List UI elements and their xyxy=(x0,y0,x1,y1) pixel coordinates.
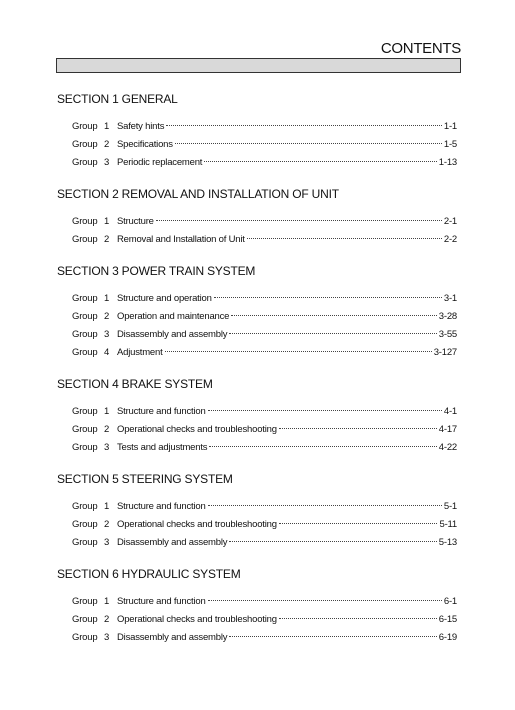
group-number: 2 xyxy=(104,139,110,150)
entry-page-number: 2-1 xyxy=(443,216,457,227)
dot-leader xyxy=(229,541,436,542)
title-bar xyxy=(56,58,461,73)
toc-entry[interactable] xyxy=(57,290,457,308)
toc-entry[interactable] xyxy=(57,593,457,611)
toc-section xyxy=(57,471,457,552)
dot-leader xyxy=(214,297,442,298)
toc-entry[interactable] xyxy=(57,344,457,362)
group-number: 1 xyxy=(104,501,110,512)
toc-section xyxy=(57,91,457,172)
entry-page-number: 3-1 xyxy=(443,293,457,304)
entry-title: Structure and function xyxy=(117,501,206,512)
section-title: SECTION 4 BRAKE SYSTEM xyxy=(57,377,213,391)
toc-entry[interactable] xyxy=(57,118,457,136)
entry-title: Safety hints xyxy=(117,121,165,132)
entry-page-number: 6-15 xyxy=(438,614,457,625)
dot-leader xyxy=(208,410,442,411)
group-number: 3 xyxy=(104,329,110,340)
section-title: SECTION 3 POWER TRAIN SYSTEM xyxy=(57,264,256,278)
group-number: 1 xyxy=(104,596,110,607)
toc-entry[interactable] xyxy=(57,498,457,516)
group-label: Group xyxy=(72,311,98,322)
entry-page-number: 6-1 xyxy=(443,596,457,607)
group-number: 2 xyxy=(104,519,110,530)
entry-title: Operational checks and troubleshooting xyxy=(117,519,277,530)
entry-title: Disassembly and assembly xyxy=(117,329,228,340)
dot-leader xyxy=(156,220,442,221)
entry-title: Tests and adjustments xyxy=(117,442,208,453)
entry-title: Operational checks and troubleshooting xyxy=(117,614,277,625)
group-number: 1 xyxy=(104,121,110,132)
section-title: SECTION 2 REMOVAL AND INSTALLATION OF UNIT xyxy=(57,187,339,201)
entry-title: Disassembly and assembly xyxy=(117,632,228,643)
group-label: Group xyxy=(72,293,98,304)
page-title: CONTENTS xyxy=(380,40,461,57)
toc-entry[interactable] xyxy=(57,439,457,457)
toc-section xyxy=(57,376,457,457)
dot-leader xyxy=(279,618,437,619)
section-title: SECTION 1 GENERAL xyxy=(57,92,178,106)
entry-title: Removal and Installation of Unit xyxy=(117,234,245,245)
entry-page-number: 1-13 xyxy=(438,157,457,168)
group-label: Group xyxy=(72,501,98,512)
group-number: 1 xyxy=(104,406,110,417)
group-number: 2 xyxy=(104,424,110,435)
group-number: 3 xyxy=(104,632,110,643)
section-title: SECTION 6 HYDRAULIC SYSTEM xyxy=(57,567,241,581)
entry-title: Specifications xyxy=(117,139,173,150)
group-label: Group xyxy=(72,614,98,625)
toc-entry[interactable] xyxy=(57,421,457,439)
group-label: Group xyxy=(72,329,98,340)
group-label: Group xyxy=(72,139,98,150)
toc-entry[interactable] xyxy=(57,231,457,249)
toc-section xyxy=(57,263,457,362)
dot-leader xyxy=(209,446,436,447)
group-number: 3 xyxy=(104,157,110,168)
entry-title: Structure and operation xyxy=(117,293,212,304)
toc-entry[interactable] xyxy=(57,213,457,231)
entry-page-number: 3-127 xyxy=(433,347,457,358)
entry-title: Disassembly and assembly xyxy=(117,537,228,548)
group-label: Group xyxy=(72,157,98,168)
group-number: 3 xyxy=(104,537,110,548)
toc-section xyxy=(57,566,457,647)
group-label: Group xyxy=(72,596,98,607)
toc-entry[interactable] xyxy=(57,516,457,534)
dot-leader xyxy=(247,238,442,239)
entry-title: Structure and function xyxy=(117,596,206,607)
toc-entry[interactable] xyxy=(57,629,457,647)
entry-title: Operation and maintenance xyxy=(117,311,230,322)
toc-entry[interactable] xyxy=(57,136,457,154)
entry-page-number: 2-2 xyxy=(443,234,457,245)
entry-page-number: 3-28 xyxy=(438,311,457,322)
toc-section xyxy=(57,186,457,249)
dot-leader xyxy=(208,505,442,506)
group-label: Group xyxy=(72,632,98,643)
dot-leader xyxy=(229,333,436,334)
entry-title: Operational checks and troubleshooting xyxy=(117,424,277,435)
entry-page-number: 5-13 xyxy=(438,537,457,548)
group-label: Group xyxy=(72,519,98,530)
group-number: 2 xyxy=(104,234,110,245)
entry-page-number: 4-1 xyxy=(443,406,457,417)
dot-leader xyxy=(229,636,436,637)
dot-leader xyxy=(231,315,437,316)
group-label: Group xyxy=(72,216,98,227)
table-of-contents xyxy=(57,91,457,661)
entry-page-number: 6-19 xyxy=(438,632,457,643)
entry-title: Structure xyxy=(117,216,154,227)
group-number: 4 xyxy=(104,347,110,358)
toc-entry[interactable] xyxy=(57,154,457,172)
entry-page-number: 5-1 xyxy=(443,501,457,512)
toc-entry[interactable] xyxy=(57,611,457,629)
group-label: Group xyxy=(72,537,98,548)
group-number: 3 xyxy=(104,442,110,453)
toc-entry[interactable] xyxy=(57,308,457,326)
dot-leader xyxy=(175,143,442,144)
entry-title: Periodic replacement xyxy=(117,157,203,168)
toc-entry[interactable] xyxy=(57,403,457,421)
group-label: Group xyxy=(72,406,98,417)
dot-leader xyxy=(279,523,438,524)
group-label: Group xyxy=(72,234,98,245)
entry-page-number: 4-22 xyxy=(438,442,457,453)
entry-page-number: 3-55 xyxy=(438,329,457,340)
dot-leader xyxy=(208,600,442,601)
entry-page-number: 5-11 xyxy=(439,519,457,530)
group-number: 2 xyxy=(104,311,110,322)
toc-entry[interactable] xyxy=(57,326,457,344)
group-label: Group xyxy=(72,424,98,435)
section-title: SECTION 5 STEERING SYSTEM xyxy=(57,472,233,486)
group-number: 1 xyxy=(104,216,110,227)
group-label: Group xyxy=(72,442,98,453)
group-number: 1 xyxy=(104,293,110,304)
group-label: Group xyxy=(72,121,98,132)
entry-title: Structure and function xyxy=(117,406,206,417)
entry-page-number: 4-17 xyxy=(438,424,457,435)
entry-page-number: 1-1 xyxy=(443,121,457,132)
dot-leader xyxy=(279,428,437,429)
entry-page-number: 1-5 xyxy=(443,139,457,150)
entry-title: Adjustment xyxy=(117,347,163,358)
dot-leader xyxy=(165,351,432,352)
group-number: 2 xyxy=(104,614,110,625)
dot-leader xyxy=(204,161,437,162)
group-label: Group xyxy=(72,347,98,358)
toc-entry[interactable] xyxy=(57,534,457,552)
dot-leader xyxy=(166,125,442,126)
